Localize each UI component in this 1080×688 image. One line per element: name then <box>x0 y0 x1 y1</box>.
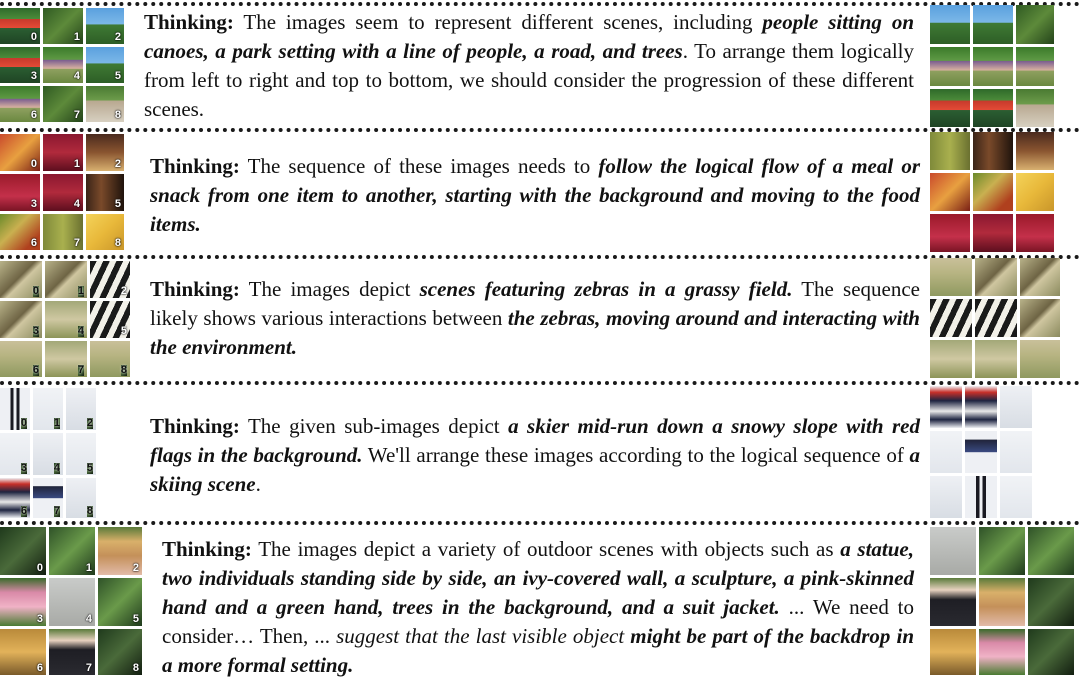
tile-number: 0 <box>36 562 43 574</box>
ordered-grid-row-2 <box>930 132 1054 252</box>
tile-number: 4 <box>73 198 80 210</box>
shuffled-grid-row-3 <box>0 261 130 377</box>
tile <box>0 174 40 211</box>
tile-number: 6 <box>30 237 37 249</box>
tile-number: 1 <box>73 31 80 43</box>
tile-number: 6 <box>32 364 39 376</box>
thinking-text-run: the zebras, moving around and interacting with the environment. <box>150 306 920 359</box>
tile-number: 6 <box>20 505 27 517</box>
tile-number: 8 <box>86 505 93 517</box>
tile-number: 4 <box>85 613 92 625</box>
tile-number: 3 <box>36 613 43 625</box>
tile-number: 1 <box>73 158 80 170</box>
row-separator <box>0 521 1080 525</box>
tile <box>98 629 142 675</box>
row-separator <box>0 255 1080 259</box>
thinking-label: Thinking: <box>150 414 240 438</box>
tile-number: 7 <box>73 109 80 121</box>
shuffled-grid-row-5 <box>0 527 142 675</box>
tile <box>0 214 40 250</box>
tile <box>49 527 95 575</box>
tile-number: 1 <box>77 285 84 297</box>
tile-number: 5 <box>132 613 139 625</box>
tile-number: 1 <box>85 562 92 574</box>
thinking-text-run: The images seem to represent different scenes, including <box>233 10 763 34</box>
tile <box>43 86 83 122</box>
tile <box>0 301 42 338</box>
tile <box>0 478 30 518</box>
tile-number: 0 <box>32 285 39 297</box>
thinking-text-run: The sequence of these images needs to <box>239 154 599 178</box>
thinking-label: Thinking: <box>150 154 240 178</box>
tile-number: 2 <box>120 285 127 297</box>
tile-number: 5 <box>120 325 127 337</box>
tile-number: 0 <box>30 31 37 43</box>
tile <box>90 341 130 377</box>
tile <box>86 47 124 83</box>
tile <box>98 527 142 575</box>
tile-number: 7 <box>53 505 60 517</box>
ordered-grid-row-3 <box>930 258 1060 380</box>
thinking-text-run: suggest that the last visible object <box>336 624 625 648</box>
tile <box>0 527 46 575</box>
tile-number: 2 <box>114 158 121 170</box>
tile <box>0 388 30 430</box>
tile <box>0 8 40 44</box>
tile <box>0 47 40 83</box>
tile-number: 5 <box>114 70 121 82</box>
tile-number: 3 <box>32 325 39 337</box>
tile <box>33 433 63 475</box>
tile <box>45 261 87 298</box>
tile-number: 2 <box>114 31 121 43</box>
tile-number: 4 <box>73 70 80 82</box>
tile <box>86 8 124 44</box>
row-separator <box>0 2 1080 6</box>
shuffled-grid-row-1 <box>0 8 124 122</box>
tile <box>98 578 142 626</box>
tile <box>66 433 96 475</box>
thinking-text-run: The images depict a variety of outdoor scenes with objects such as <box>251 537 841 561</box>
thinking-text-run: a skiing scene <box>150 443 920 496</box>
row-separator <box>0 128 1080 132</box>
shuffled-grid-row-4 <box>0 388 98 516</box>
tile <box>45 341 87 377</box>
thinking-text-run: follow the logical flow of a meal or snack from one item to another, starting with the background and moving to the food items. <box>150 154 920 236</box>
tile <box>86 174 124 211</box>
tile <box>43 134 83 171</box>
tile-number: 0 <box>20 417 27 429</box>
thinking-text-run: might be part of the backdrop in a more formal setting. <box>162 624 914 677</box>
tile <box>66 388 96 430</box>
thinking-paragraph-4 <box>150 412 920 499</box>
tile <box>0 578 46 626</box>
ordered-grid-row-4 <box>930 386 1034 516</box>
tile-number: 1 <box>53 417 60 429</box>
tile-number: 3 <box>20 462 27 474</box>
thinking-text-run: scenes featuring zebras in a grassy field. <box>419 277 793 301</box>
ordered-grid-row-5 <box>930 527 1074 675</box>
tile-number: 8 <box>120 364 127 376</box>
tile <box>43 214 83 250</box>
thinking-text-run: The given sub-images depict <box>239 414 509 438</box>
thinking-text-run: . To arrange them logically from left to right and top to bottom, we should consider the progression of these different scenes. <box>144 39 914 121</box>
tile <box>86 86 124 122</box>
tile <box>90 301 130 338</box>
tile-number: 2 <box>86 417 93 429</box>
tile <box>0 629 46 675</box>
tile <box>0 433 30 475</box>
thinking-paragraph-5 <box>162 535 914 680</box>
tile <box>0 134 40 171</box>
row-separator <box>0 381 1080 385</box>
tile-number: 8 <box>132 662 139 674</box>
tile-number: 4 <box>77 325 84 337</box>
tile-number: 3 <box>30 198 37 210</box>
tile-number: 6 <box>30 109 37 121</box>
tile-number: 7 <box>77 364 84 376</box>
tile-number: 5 <box>114 198 121 210</box>
tile-number: 0 <box>30 158 37 170</box>
tile <box>33 388 63 430</box>
tile <box>90 261 130 298</box>
tile <box>43 8 83 44</box>
tile <box>86 214 124 250</box>
ordered-grid-row-1 <box>930 5 1054 127</box>
thinking-text-run: . <box>255 472 261 496</box>
tile <box>66 478 96 518</box>
tile <box>43 47 83 83</box>
tile <box>33 478 63 518</box>
thinking-label: Thinking: <box>144 10 234 34</box>
tile-number: 7 <box>85 662 92 674</box>
tile <box>45 301 87 338</box>
thinking-text-run: The sequence likely shows various interactions between <box>150 277 920 330</box>
thinking-text-run: a statue, two individuals standing side by side, an ivy-covered wall, a sculpture, a pink-skinned hand and a green hand, trees in the background, and a suit jacket. <box>162 537 915 619</box>
thinking-text-run: a skier mid-run down a snowy slope with red flags in the background. <box>150 414 920 467</box>
thinking-paragraph-1 <box>144 8 914 124</box>
tile-number: 5 <box>86 462 93 474</box>
tile <box>49 578 95 626</box>
thinking-paragraph-2 <box>150 152 920 239</box>
thinking-text-run: We'll arrange these images according to the logical sequence of <box>362 443 910 467</box>
tile <box>0 341 42 377</box>
thinking-label: Thinking: <box>150 277 240 301</box>
thinking-text-run: The images depict <box>239 277 420 301</box>
tile <box>43 174 83 211</box>
tile-number: 8 <box>114 237 121 249</box>
shuffled-grid-row-2 <box>0 134 124 250</box>
thinking-paragraph-3 <box>150 275 920 362</box>
thinking-label: Thinking: <box>162 537 252 561</box>
tile-number: 3 <box>30 70 37 82</box>
tile <box>0 86 40 122</box>
tile <box>86 134 124 171</box>
tile-number: 8 <box>114 109 121 121</box>
thinking-text-run: ... We need to consider… Then, ... <box>162 595 914 648</box>
tile <box>49 629 95 675</box>
tile-number: 6 <box>36 662 43 674</box>
tile-number: 7 <box>73 237 80 249</box>
tile-number: 4 <box>53 462 60 474</box>
tile-number: 2 <box>132 562 139 574</box>
tile <box>0 261 42 298</box>
thinking-text-run: people sitting on canoes, a park setting with a line of people, a road, and trees <box>144 10 914 63</box>
